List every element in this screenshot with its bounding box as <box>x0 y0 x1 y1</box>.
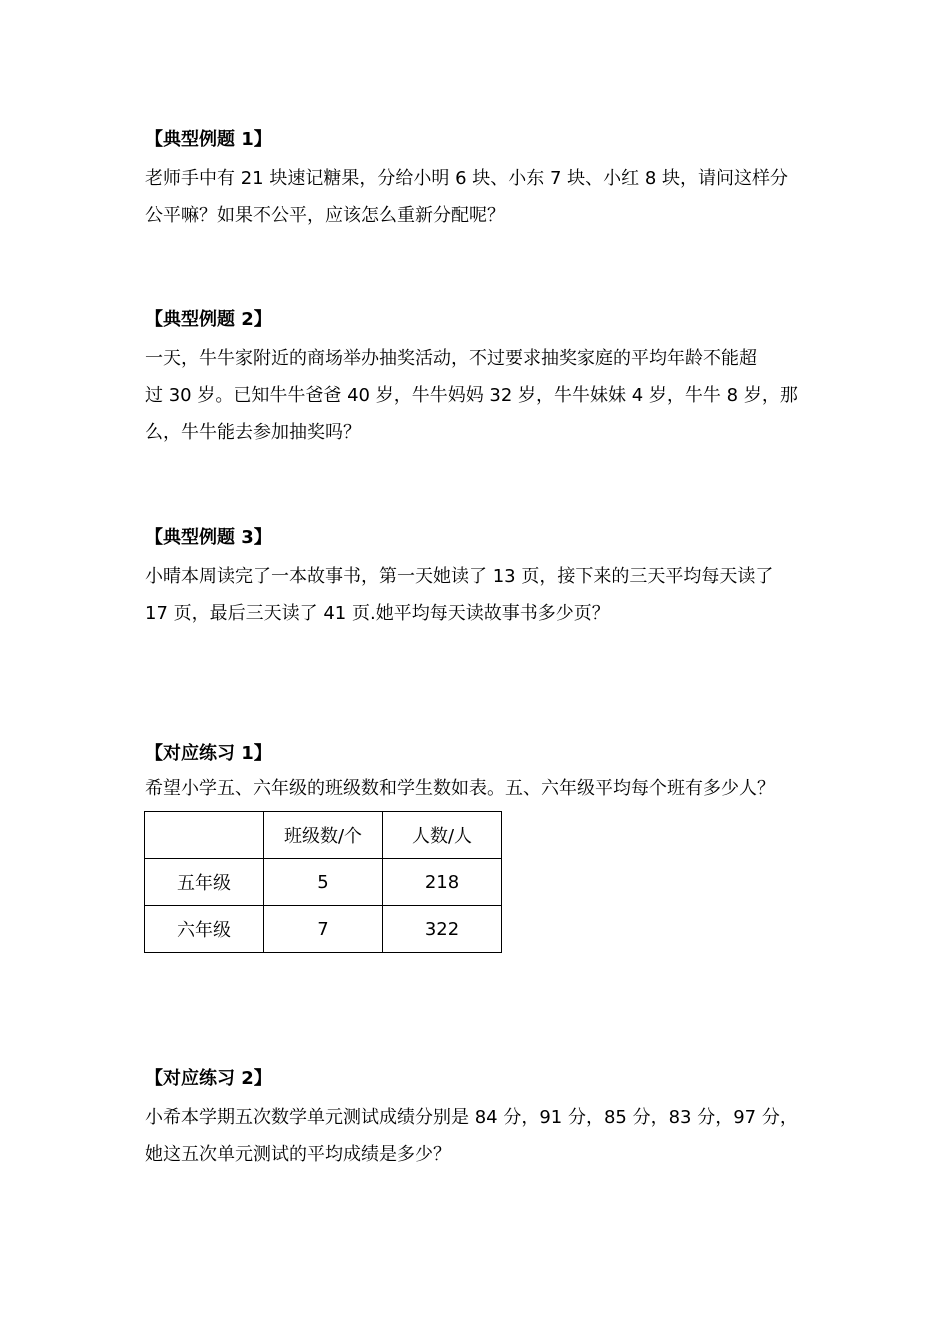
practice-2-line: 她这五次单元测试的平均成绩是多少？ <box>145 1144 451 1165</box>
practice-1-heading: 【对应练习 1】 <box>145 743 272 764</box>
example-1-body <box>145 160 825 234</box>
table-row <box>145 906 502 953</box>
example-1 <box>145 128 825 234</box>
table-header-row <box>145 812 502 859</box>
table-cell: 六年级 <box>145 906 264 953</box>
example-3-line: 17 页，最后三天读了 41 页.她平均每天读故事书多少页？ <box>145 603 610 624</box>
example-2-line: 么，牛牛能去参加抽奖吗？ <box>145 422 361 443</box>
table-cell: 218 <box>383 859 502 906</box>
practice-2 <box>145 1067 825 1173</box>
example-2-line: 过 30 岁。已知牛牛爸爸 40 岁，牛牛妈妈 32 岁，牛牛妹妹 4 岁，牛牛 8 岁，那 <box>145 385 798 406</box>
practice-1-line: 希望小学五、六年级的班级数和学生数如表。五、六年级平均每个班有多少人？ <box>145 778 775 799</box>
table-cell: 322 <box>383 906 502 953</box>
example-2-body <box>145 340 825 451</box>
table-header-cell <box>145 812 264 859</box>
example-3-heading: 【典型例题 3】 <box>145 527 272 548</box>
table-cell: 7 <box>264 906 383 953</box>
table-header-cell: 班级数/个 <box>264 812 383 859</box>
table-row <box>145 859 502 906</box>
example-1-line: 老师手中有 21 块速记糖果，分给小明 6 块、小东 7 块、小红 8 块，请问这样分 <box>145 168 789 189</box>
practice-2-line: 小希本学期五次数学单元测试成绩分别是 84 分，91 分，85 分，83 分，97 分， <box>145 1107 798 1128</box>
class-student-table <box>144 811 502 953</box>
table-cell: 5 <box>264 859 383 906</box>
example-2-heading: 【典型例题 2】 <box>145 309 272 330</box>
example-3 <box>145 526 825 632</box>
example-3-body <box>145 558 825 632</box>
example-1-heading: 【典型例题 1】 <box>145 129 272 150</box>
table-cell: 五年级 <box>145 859 264 906</box>
practice-1 <box>145 742 825 807</box>
practice-2-body <box>145 1099 825 1173</box>
example-2 <box>145 308 825 451</box>
example-1-line: 公平嘛？如果不公平，应该怎么重新分配呢？ <box>145 205 505 226</box>
example-3-line: 小晴本周读完了一本故事书，第一天她读了 13 页，接下来的三天平均每天读了 <box>145 566 774 587</box>
practice-2-heading: 【对应练习 2】 <box>145 1068 272 1089</box>
practice-1-body <box>145 770 825 807</box>
example-2-line: 一天，牛牛家附近的商场举办抽奖活动，不过要求抽奖家庭的平均年龄不能超 <box>145 348 757 369</box>
table-header-cell: 人数/人 <box>383 812 502 859</box>
